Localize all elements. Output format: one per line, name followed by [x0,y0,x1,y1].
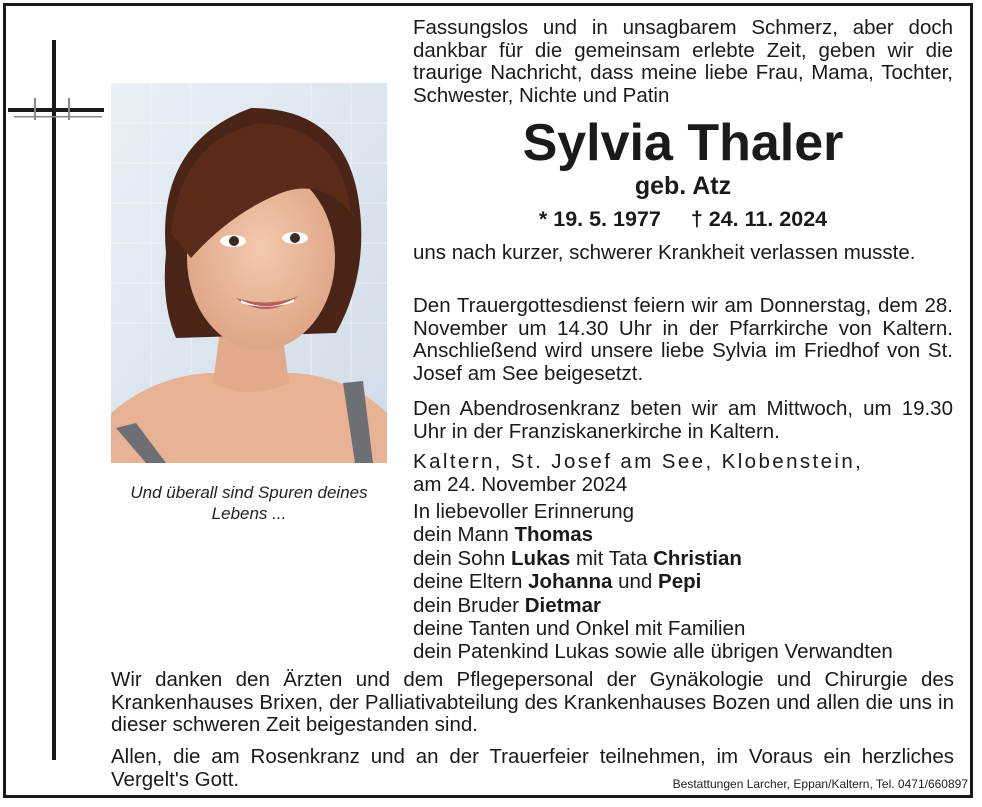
family-intro: In liebevoller Erinnerung [413,500,635,523]
undertaker-info: Bestattungen Larcher, Eppan/Kaltern, Tel. 0471/660897 [672,777,968,791]
family-line-godchild: dein Patenkind Lukas sowie alle übrigen Verwandten [413,640,893,664]
family-list [413,500,973,664]
funeral-text: Den Trauergottesdienst feiern wir am Donnerstag, dem 28. November um 14.30 Uhr in der Pfarrkirche von Kaltern. Anschließend wird unsere liebe Sylvia im Friedhof von St. Josef am See beigesetzt. [413,294,953,385]
portrait-photo [111,83,387,463]
photo-caption: Und überall sind Spuren deines Lebens ... [130,483,368,523]
date-text: am 24. November 2024 [413,473,628,496]
closing-text: Allen, die am Rosenkranz und an der Trauerfeier teilnehmen, im Voraus ein herzliches Vergelt's Gott. [111,745,954,791]
rosary-text: Den Abendrosenkranz beten wir am Mittwoch, um 19.30 Uhr in der Franziskanerkirche in Kaltern. [413,397,953,443]
family-line-relatives: deine Tanten und Onkel mit Familien [413,617,746,641]
life-dates [413,206,953,233]
thanks-text: Wir danken den Ärzten und dem Pflegepersonal der Gynäkologie und Chirurgie des Krankenhauses Brixen, der Palliativabteilung des Krankenhauses Bozen und allen die uns in dieser schweren Zeit beigestanden sind. [111,668,954,736]
passing-text: uns nach kurzer, schwerer Krankheit verlassen musste. [413,241,916,264]
family-line-brother: dein Bruder Dietmar [413,593,602,617]
family-line-son: dein Sohn Lukas mit Tata Christian [413,546,742,570]
death-date: † 24. 11. 2024 [690,207,828,231]
place-text: Kaltern, St. Josef am See, Klobenstein, [413,450,864,473]
intro-text: Fassungslos und in unsagbarem Schmerz, aber doch dankbar für die gemeinsam erlebte Zeit, geben wir die traurige Nachricht, dass meine liebe Frau, Mama, Tochter, Schwester, Nichte und Patin [413,16,953,107]
deceased-name: Sylvia Thaler [522,114,844,172]
family-line-husband: dein Mann Thomas [413,523,594,547]
birth-name: geb. Atz [634,172,732,200]
family-line-parents: deine Eltern Johanna und Pepi [413,570,702,594]
cross-icon [8,40,108,760]
birth-date: * 19. 5. 1977 [538,207,661,231]
